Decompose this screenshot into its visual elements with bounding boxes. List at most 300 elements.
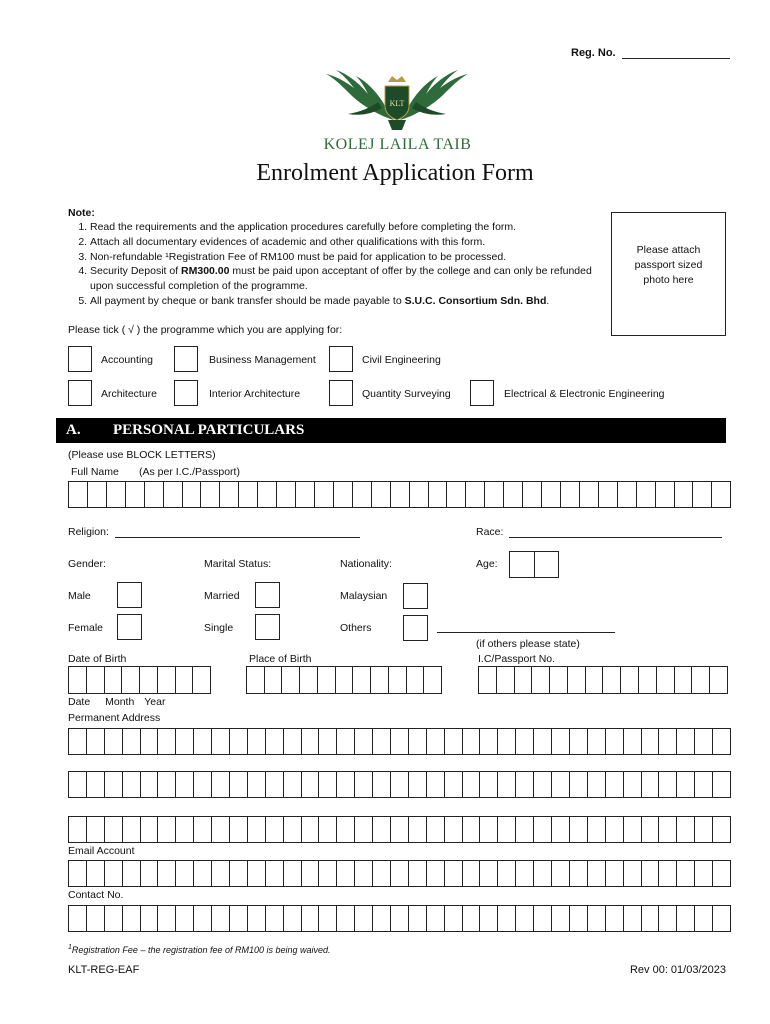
full-name-field[interactable]: [68, 481, 731, 508]
char-cell[interactable]: [105, 667, 123, 693]
char-cell[interactable]: [427, 729, 445, 754]
religion-field[interactable]: [115, 537, 360, 538]
char-cell[interactable]: [315, 482, 334, 507]
char-cell[interactable]: [480, 906, 498, 931]
block-letters-note: (Please use BLOCK LETTERS): [68, 449, 216, 461]
reg-no-field[interactable]: [622, 58, 730, 59]
char-cell[interactable]: [158, 861, 176, 886]
checkbox-female[interactable]: [117, 614, 142, 640]
char-cell[interactable]: [296, 482, 315, 507]
address-line-2[interactable]: [68, 771, 731, 798]
char-cell[interactable]: [693, 482, 712, 507]
dob-year-label: Year: [144, 696, 166, 708]
char-cell[interactable]: [282, 667, 300, 693]
char-cell[interactable]: [561, 482, 580, 507]
char-cell[interactable]: [212, 772, 230, 797]
char-cell[interactable]: [677, 861, 695, 886]
char-cell[interactable]: [480, 772, 498, 797]
char-cell[interactable]: [534, 772, 552, 797]
char-cell[interactable]: [353, 482, 372, 507]
checkbox-interior-architecture[interactable]: [174, 380, 198, 406]
char-cell[interactable]: [480, 817, 498, 842]
char-cell[interactable]: [302, 817, 320, 842]
char-cell[interactable]: [373, 861, 391, 886]
char-cell[interactable]: [183, 482, 202, 507]
char-cell[interactable]: [659, 772, 677, 797]
char-cell[interactable]: [424, 667, 441, 693]
char-cell[interactable]: [318, 667, 336, 693]
char-cell[interactable]: [284, 729, 302, 754]
char-cell[interactable]: [123, 906, 141, 931]
char-cell[interactable]: [588, 729, 606, 754]
char-cell[interactable]: [498, 861, 516, 886]
char-cell[interactable]: [371, 667, 389, 693]
char-cell[interactable]: [695, 906, 713, 931]
char-cell[interactable]: [516, 772, 534, 797]
char-cell[interactable]: [642, 729, 660, 754]
char-cell[interactable]: [158, 772, 176, 797]
char-cell[interactable]: [176, 729, 194, 754]
char-cell[interactable]: [480, 729, 498, 754]
char-cell[interactable]: [568, 667, 586, 693]
char-cell[interactable]: [230, 906, 248, 931]
char-cell[interactable]: [141, 817, 159, 842]
char-cell[interactable]: [624, 861, 642, 886]
char-cell[interactable]: [570, 906, 588, 931]
char-cell[interactable]: [599, 482, 618, 507]
char-cell[interactable]: [373, 772, 391, 797]
char-cell[interactable]: [355, 729, 373, 754]
char-cell[interactable]: [248, 817, 266, 842]
char-cell[interactable]: [105, 729, 123, 754]
char-cell[interactable]: [373, 817, 391, 842]
checkbox-civil-engineering[interactable]: [329, 346, 353, 372]
char-cell[interactable]: [695, 817, 713, 842]
char-cell[interactable]: [675, 482, 694, 507]
char-cell[interactable]: [141, 906, 159, 931]
char-cell[interactable]: [140, 667, 158, 693]
char-cell[interactable]: [624, 906, 642, 931]
note-text: Security Deposit of: [90, 265, 182, 278]
char-cell[interactable]: [337, 772, 355, 797]
char-cell[interactable]: [391, 729, 409, 754]
checkbox-quantity-surveying[interactable]: [329, 380, 353, 406]
char-cell[interactable]: [230, 729, 248, 754]
char-cell[interactable]: [657, 667, 675, 693]
char-cell[interactable]: [498, 729, 516, 754]
char-cell[interactable]: [158, 817, 176, 842]
char-cell[interactable]: [194, 729, 212, 754]
char-cell[interactable]: [319, 906, 337, 931]
char-cell[interactable]: [485, 482, 504, 507]
char-cell[interactable]: [373, 906, 391, 931]
char-cell[interactable]: [516, 861, 534, 886]
char-cell[interactable]: [516, 729, 534, 754]
char-cell[interactable]: [497, 667, 515, 693]
char-cell[interactable]: [409, 729, 427, 754]
char-cell[interactable]: [355, 906, 373, 931]
char-cell[interactable]: [212, 729, 230, 754]
char-cell[interactable]: [463, 817, 481, 842]
char-cell[interactable]: [606, 906, 624, 931]
char-cell[interactable]: [141, 772, 159, 797]
char-cell[interactable]: [87, 817, 105, 842]
char-cell[interactable]: [123, 861, 141, 886]
char-cell[interactable]: [258, 482, 277, 507]
char-cell[interactable]: [710, 667, 727, 693]
char-cell[interactable]: [69, 861, 87, 886]
char-cell[interactable]: [319, 817, 337, 842]
char-cell[interactable]: [123, 729, 141, 754]
char-cell[interactable]: [427, 817, 445, 842]
char-cell[interactable]: [552, 772, 570, 797]
char-cell[interactable]: [516, 817, 534, 842]
char-cell[interactable]: [713, 861, 730, 886]
char-cell[interactable]: [145, 482, 164, 507]
char-cell[interactable]: [695, 729, 713, 754]
char-cell[interactable]: [266, 729, 284, 754]
char-cell[interactable]: [389, 667, 407, 693]
nationality-malaysian-label: Malaysian: [340, 590, 388, 602]
char-cell[interactable]: [201, 482, 220, 507]
char-cell[interactable]: [123, 817, 141, 842]
email-field[interactable]: [68, 860, 731, 887]
char-cell[interactable]: [277, 482, 296, 507]
char-cell[interactable]: [337, 817, 355, 842]
char-cell[interactable]: [463, 772, 481, 797]
char-cell[interactable]: [410, 482, 429, 507]
char-cell[interactable]: [69, 482, 88, 507]
char-cell[interactable]: [87, 667, 105, 693]
char-cell[interactable]: [466, 482, 485, 507]
note-bold: RM300.00: [181, 265, 230, 278]
char-cell[interactable]: [534, 729, 552, 754]
char-cell[interactable]: [409, 861, 427, 886]
char-cell[interactable]: [302, 861, 320, 886]
char-cell[interactable]: [588, 906, 606, 931]
char-cell[interactable]: [510, 552, 535, 577]
race-field[interactable]: [509, 537, 722, 538]
char-cell[interactable]: [498, 772, 516, 797]
char-cell[interactable]: [642, 861, 660, 886]
marital-married-label: Married: [204, 590, 240, 602]
char-cell[interactable]: [266, 861, 284, 886]
char-cell[interactable]: [141, 729, 159, 754]
char-cell[interactable]: [677, 729, 695, 754]
char-cell[interactable]: [391, 772, 409, 797]
char-cell[interactable]: [355, 861, 373, 886]
char-cell[interactable]: [391, 817, 409, 842]
char-cell[interactable]: [248, 772, 266, 797]
char-cell[interactable]: [87, 861, 105, 886]
char-cell[interactable]: [606, 861, 624, 886]
char-cell[interactable]: [639, 667, 657, 693]
note-item: [90, 294, 603, 309]
char-cell[interactable]: [212, 906, 230, 931]
char-cell[interactable]: [230, 772, 248, 797]
char-cell[interactable]: [677, 817, 695, 842]
char-cell[interactable]: [176, 861, 194, 886]
nationality-label: Nationality:: [340, 558, 392, 570]
char-cell[interactable]: [570, 772, 588, 797]
char-cell[interactable]: [445, 817, 463, 842]
char-cell[interactable]: [164, 482, 183, 507]
char-cell[interactable]: [239, 482, 258, 507]
char-cell[interactable]: [105, 861, 123, 886]
char-cell[interactable]: [230, 861, 248, 886]
char-cell[interactable]: [230, 817, 248, 842]
char-cell[interactable]: [445, 906, 463, 931]
char-cell[interactable]: [176, 772, 194, 797]
char-cell[interactable]: [373, 729, 391, 754]
char-cell[interactable]: [606, 772, 624, 797]
char-cell[interactable]: [624, 772, 642, 797]
contact-field[interactable]: [68, 905, 731, 932]
char-cell[interactable]: [642, 772, 660, 797]
char-cell[interactable]: [463, 906, 481, 931]
char-cell[interactable]: [532, 667, 550, 693]
char-cell[interactable]: [606, 817, 624, 842]
dob-field[interactable]: [68, 666, 211, 694]
char-cell[interactable]: [659, 817, 677, 842]
checkbox-malaysian[interactable]: [403, 583, 428, 609]
char-cell[interactable]: [407, 667, 425, 693]
char-cell[interactable]: [266, 772, 284, 797]
char-cell[interactable]: [319, 729, 337, 754]
char-cell[interactable]: [523, 482, 542, 507]
char-cell[interactable]: [193, 667, 210, 693]
char-cell[interactable]: [550, 667, 568, 693]
char-cell[interactable]: [504, 482, 523, 507]
char-cell[interactable]: [266, 817, 284, 842]
char-cell[interactable]: [570, 729, 588, 754]
char-cell[interactable]: [713, 729, 730, 754]
age-field[interactable]: [509, 551, 559, 578]
char-cell[interactable]: [588, 772, 606, 797]
char-cell[interactable]: [713, 817, 730, 842]
char-cell[interactable]: [266, 906, 284, 931]
char-cell[interactable]: [534, 817, 552, 842]
char-cell[interactable]: [677, 906, 695, 931]
char-cell[interactable]: [656, 482, 675, 507]
char-cell[interactable]: [337, 861, 355, 886]
gender-label: Gender:: [68, 558, 106, 570]
char-cell[interactable]: [87, 906, 105, 931]
checkbox-electrical-engineering[interactable]: [470, 380, 494, 406]
char-cell[interactable]: [158, 667, 176, 693]
char-cell[interactable]: [212, 817, 230, 842]
char-cell[interactable]: [69, 817, 87, 842]
char-cell[interactable]: [427, 906, 445, 931]
char-cell[interactable]: [409, 817, 427, 842]
char-cell[interactable]: [429, 482, 448, 507]
char-cell[interactable]: [570, 817, 588, 842]
char-cell[interactable]: [248, 861, 266, 886]
char-cell[interactable]: [220, 482, 239, 507]
char-cell[interactable]: [391, 861, 409, 886]
char-cell[interactable]: [123, 772, 141, 797]
char-cell[interactable]: [606, 729, 624, 754]
char-cell[interactable]: [427, 861, 445, 886]
char-cell[interactable]: [105, 817, 123, 842]
char-cell[interactable]: [498, 817, 516, 842]
char-cell[interactable]: [284, 772, 302, 797]
char-cell[interactable]: [695, 861, 713, 886]
char-cell[interactable]: [515, 667, 533, 693]
char-cell[interactable]: [552, 817, 570, 842]
checkbox-architecture[interactable]: [68, 380, 92, 406]
char-cell[interactable]: [552, 861, 570, 886]
char-cell[interactable]: [69, 906, 87, 931]
char-cell[interactable]: [355, 817, 373, 842]
char-cell[interactable]: [122, 667, 140, 693]
char-cell[interactable]: [353, 667, 371, 693]
address-line-1[interactable]: [68, 728, 731, 755]
char-cell[interactable]: [69, 729, 87, 754]
char-cell[interactable]: [194, 817, 212, 842]
char-cell[interactable]: [535, 552, 559, 577]
char-cell[interactable]: [194, 861, 212, 886]
char-cell[interactable]: [105, 772, 123, 797]
char-cell[interactable]: [695, 772, 713, 797]
char-cell[interactable]: [552, 906, 570, 931]
address-line-3[interactable]: [68, 816, 731, 843]
char-cell[interactable]: [570, 861, 588, 886]
char-cell[interactable]: [391, 482, 410, 507]
char-cell[interactable]: [409, 906, 427, 931]
char-cell[interactable]: [534, 906, 552, 931]
char-cell[interactable]: [637, 482, 656, 507]
char-cell[interactable]: [463, 861, 481, 886]
char-cell[interactable]: [247, 667, 265, 693]
char-cell[interactable]: [534, 861, 552, 886]
others-hint: (if others please state): [476, 638, 580, 650]
char-cell[interactable]: [391, 906, 409, 931]
char-cell[interactable]: [69, 772, 87, 797]
char-cell[interactable]: [141, 861, 159, 886]
char-cell[interactable]: [176, 906, 194, 931]
checkbox-accounting[interactable]: [68, 346, 92, 372]
char-cell[interactable]: [319, 861, 337, 886]
char-cell[interactable]: [194, 906, 212, 931]
char-cell[interactable]: [284, 906, 302, 931]
photo-box[interactable]: [611, 212, 726, 336]
char-cell[interactable]: [480, 861, 498, 886]
char-cell[interactable]: [302, 729, 320, 754]
char-cell[interactable]: [445, 861, 463, 886]
char-cell[interactable]: [552, 729, 570, 754]
char-cell[interactable]: [542, 482, 561, 507]
char-cell[interactable]: [105, 906, 123, 931]
char-cell[interactable]: [659, 906, 677, 931]
char-cell[interactable]: [463, 729, 481, 754]
char-cell[interactable]: [427, 772, 445, 797]
char-cell[interactable]: [712, 482, 730, 507]
char-cell[interactable]: [447, 482, 466, 507]
char-cell[interactable]: [336, 667, 354, 693]
char-cell[interactable]: [194, 772, 212, 797]
full-name-hint: (As per I.C./Passport): [139, 466, 240, 478]
checkbox-others[interactable]: [403, 615, 428, 641]
section-title: PERSONAL PARTICULARS: [113, 422, 305, 438]
programme-prompt: Please tick ( √ ) the programme which you are applying for:: [68, 324, 343, 336]
char-cell[interactable]: [677, 772, 695, 797]
char-cell[interactable]: [586, 667, 604, 693]
checkbox-male[interactable]: [117, 582, 142, 608]
char-cell[interactable]: [580, 482, 599, 507]
ic-field[interactable]: [478, 666, 728, 694]
char-cell[interactable]: [302, 772, 320, 797]
char-cell[interactable]: [675, 667, 693, 693]
char-cell[interactable]: [69, 667, 87, 693]
char-cell[interactable]: [445, 772, 463, 797]
char-cell[interactable]: [176, 667, 194, 693]
char-cell[interactable]: [479, 667, 497, 693]
char-cell[interactable]: [107, 482, 126, 507]
char-cell[interactable]: [176, 817, 194, 842]
char-cell[interactable]: [588, 817, 606, 842]
contact-label: Contact No.: [68, 889, 124, 901]
char-cell[interactable]: [659, 729, 677, 754]
char-cell[interactable]: [588, 861, 606, 886]
char-cell[interactable]: [516, 906, 534, 931]
char-cell[interactable]: [88, 482, 107, 507]
char-cell[interactable]: [126, 482, 145, 507]
char-cell[interactable]: [409, 772, 427, 797]
char-cell[interactable]: [87, 729, 105, 754]
char-cell[interactable]: [337, 729, 355, 754]
char-cell[interactable]: [498, 906, 516, 931]
char-cell[interactable]: [158, 729, 176, 754]
char-cell[interactable]: [284, 817, 302, 842]
char-cell[interactable]: [445, 729, 463, 754]
char-cell[interactable]: [158, 906, 176, 931]
char-cell[interactable]: [284, 861, 302, 886]
char-cell[interactable]: [624, 817, 642, 842]
pob-field[interactable]: [246, 666, 442, 694]
char-cell[interactable]: [300, 667, 318, 693]
char-cell[interactable]: [642, 906, 660, 931]
char-cell[interactable]: [713, 772, 730, 797]
char-cell[interactable]: [319, 772, 337, 797]
char-cell[interactable]: [659, 861, 677, 886]
char-cell[interactable]: [334, 482, 353, 507]
checkbox-business-management[interactable]: [174, 346, 198, 372]
char-cell[interactable]: [265, 667, 283, 693]
char-cell[interactable]: [337, 906, 355, 931]
char-cell[interactable]: [642, 817, 660, 842]
char-cell[interactable]: [355, 772, 373, 797]
char-cell[interactable]: [372, 482, 391, 507]
char-cell[interactable]: [624, 729, 642, 754]
char-cell[interactable]: [618, 482, 637, 507]
checkbox-married[interactable]: [255, 582, 280, 608]
char-cell[interactable]: [302, 906, 320, 931]
char-cell[interactable]: [603, 667, 621, 693]
footnote-text: Registration Fee – the registration fee of RM100 is being waived.: [71, 945, 331, 955]
char-cell[interactable]: [212, 861, 230, 886]
char-cell[interactable]: [713, 906, 730, 931]
char-cell[interactable]: [248, 729, 266, 754]
others-nationality-field[interactable]: [437, 620, 615, 633]
char-cell[interactable]: [248, 906, 266, 931]
gender-female-label: Female: [68, 622, 104, 634]
char-cell[interactable]: [692, 667, 710, 693]
option-label: Business Management: [209, 354, 316, 366]
char-cell[interactable]: [87, 772, 105, 797]
char-cell[interactable]: [621, 667, 639, 693]
checkbox-single[interactable]: [255, 614, 280, 640]
